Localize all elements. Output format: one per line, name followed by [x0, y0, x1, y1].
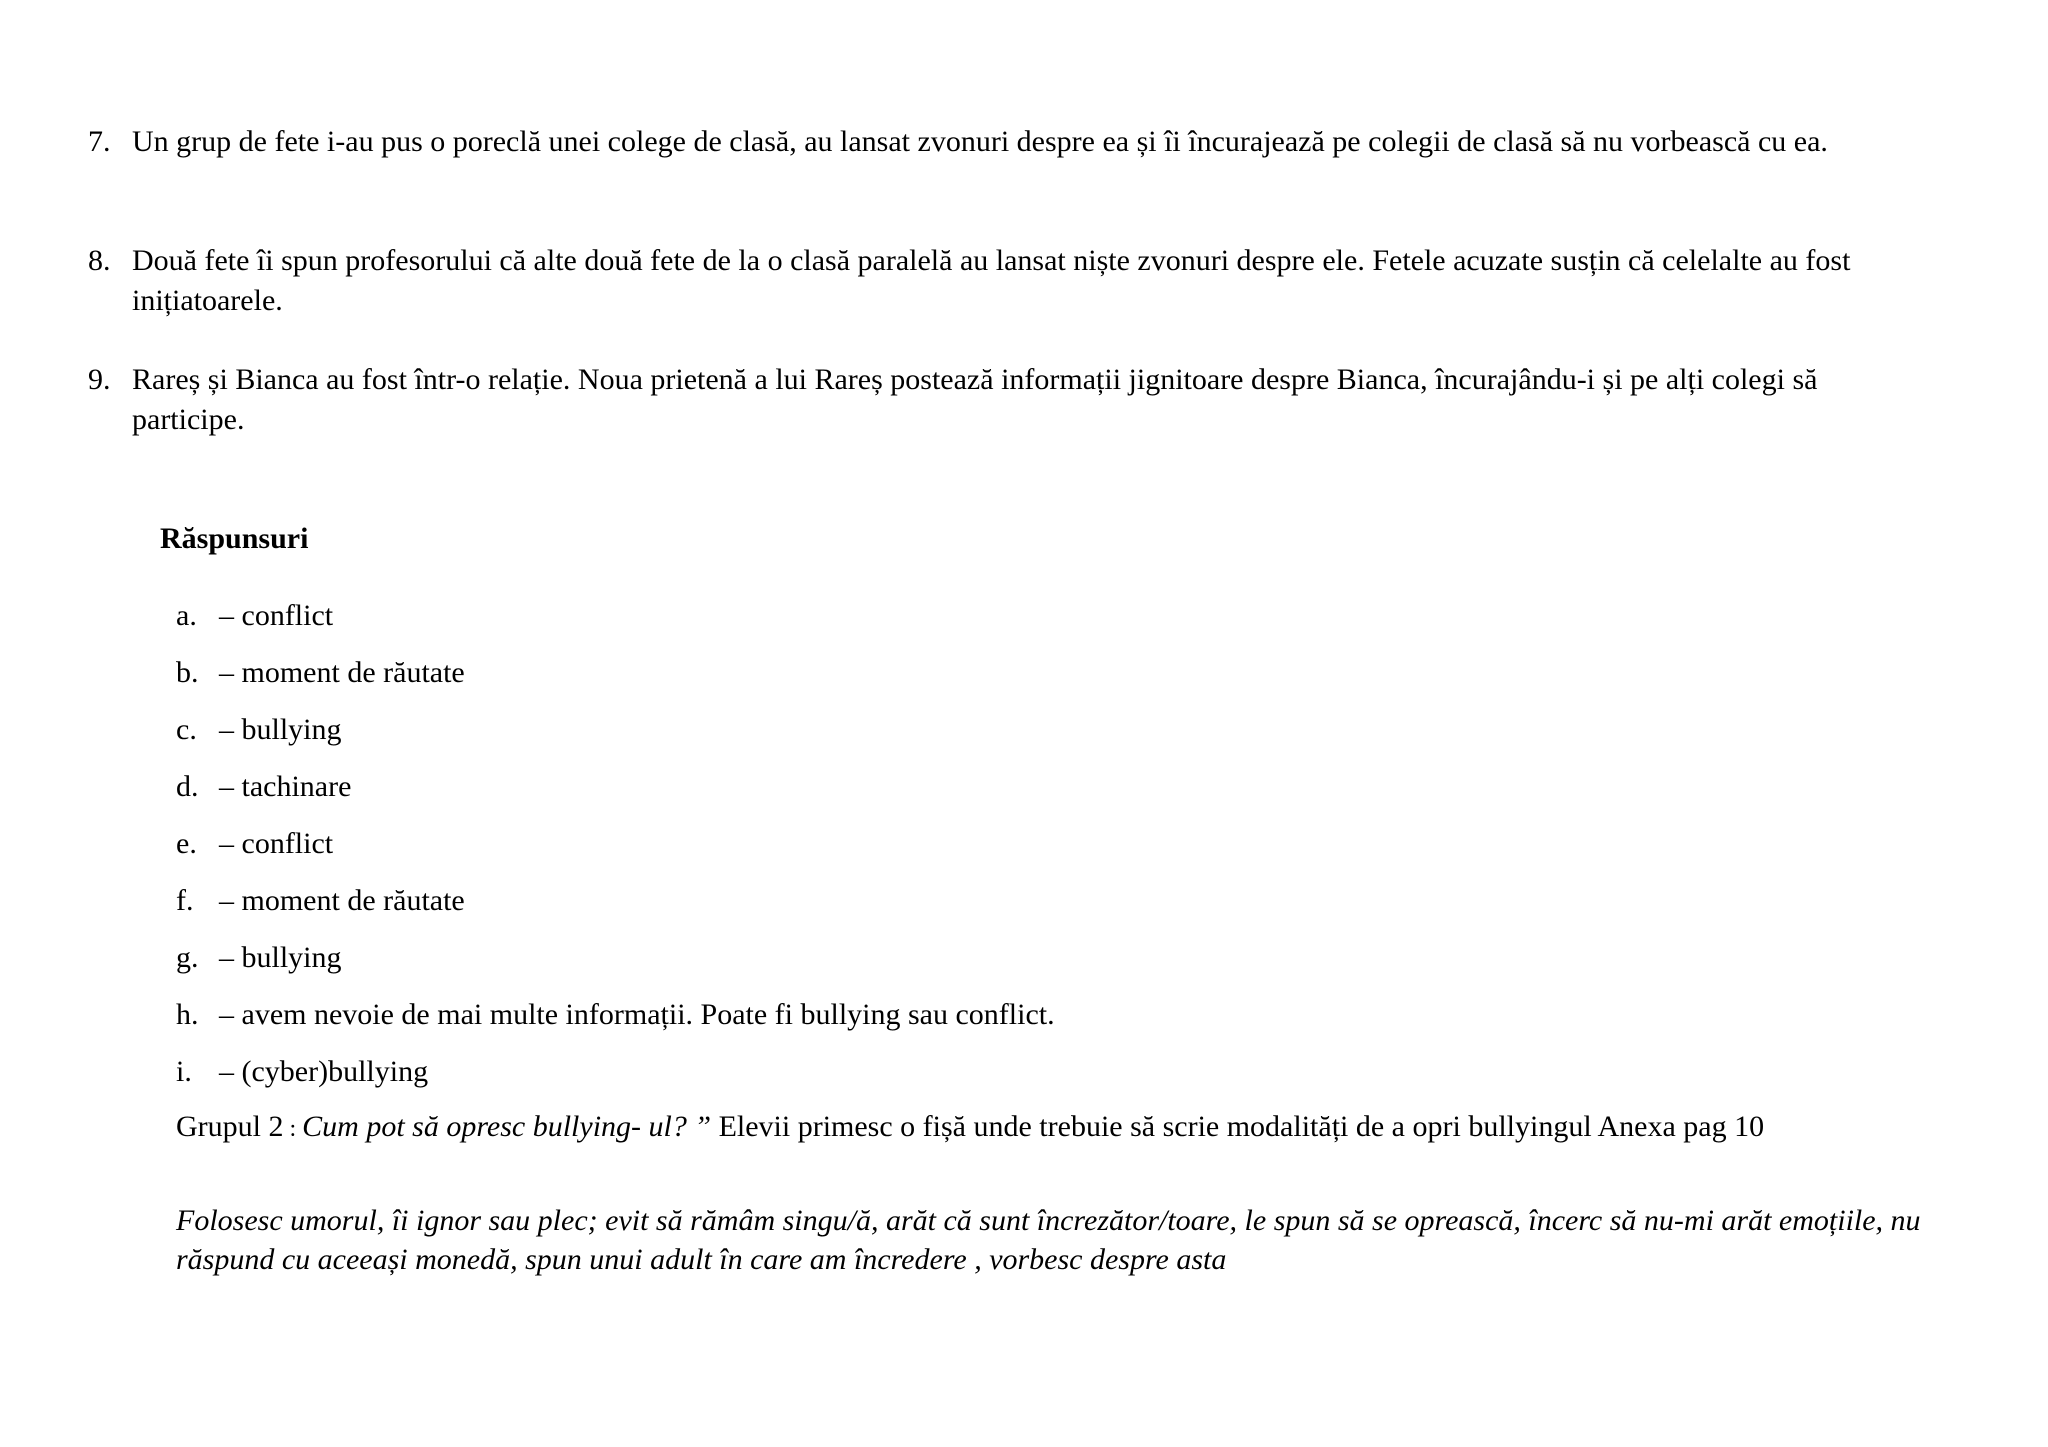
answer-text: – conflict	[219, 827, 334, 860]
solutions-paragraph: Folosesc umorul, îi ignor sau plec; evit să rămâm singu/ă, arăt că sunt încrezător/toare, le spun să se oprească, încerc să nu-mi arăt emoțiile, nu răspund cu aceeași monedă, spun unui adult în care am încredere , vorbesc despre asta	[176, 1204, 1921, 1276]
answer-text: – avem nevoie de mai multe informații. Poate fi bullying sau conflict.	[219, 998, 1055, 1031]
group-colon: :	[283, 1116, 303, 1142]
answer-text: – conflict	[219, 599, 334, 632]
answer-text: – tachinare	[219, 770, 352, 803]
answer-letter: b.	[176, 656, 199, 689]
group-question: Cum pot să opresc bullying- ul? ”	[302, 1110, 712, 1143]
answer-text: – moment de răutate	[219, 656, 465, 689]
question-7	[88, 122, 1908, 162]
group-label: Grupul 2	[176, 1110, 284, 1143]
answer-letter: c.	[176, 713, 197, 746]
answer-letter: h.	[176, 998, 199, 1031]
group-2-paragraph	[176, 1107, 1976, 1149]
answer-letter: d.	[176, 770, 199, 803]
question-text: Rareș și Bianca au fost într-o relație. Noua prietenă a lui Rareș postează informații jignitoare despre Bianca, încurajându-i și pe alți colegi să participe.	[132, 363, 1818, 436]
answer-text: – moment de răutate	[219, 884, 465, 917]
answer-text: – bullying	[219, 941, 342, 974]
answer-letter: e.	[176, 827, 197, 860]
answer-text: – bullying	[219, 713, 342, 746]
answer-text: – (cyber)bullying	[219, 1055, 429, 1088]
question-number: 9.	[88, 363, 111, 396]
question-text: Două fete îi spun profesorului că alte două fete de la o clasă paralelă au lansat niște zvonuri despre ele. Fetele acuzate susțin că celelalte au fost inițiatoarele.	[132, 244, 1851, 317]
answers-heading: Răspunsuri	[160, 522, 309, 555]
answer-letter: a.	[176, 599, 197, 632]
question-text: Un grup de fete i-au pus o poreclă unei colege de clasă, au lansat zvonuri despre ea și îi încurajează pe colegii de clasă să nu vorbească cu ea.	[132, 125, 1828, 158]
question-8	[88, 241, 1908, 321]
question-number: 7.	[88, 125, 111, 158]
group-instructions: Elevii primesc o fișă unde trebuie să scrie modalități de a opri bullyingul Anexa pag 10	[711, 1110, 1765, 1143]
question-number: 8.	[88, 244, 111, 277]
answer-letter: f.	[176, 884, 194, 917]
answer-letter: i.	[176, 1055, 192, 1088]
answer-letter: g.	[176, 941, 199, 974]
question-9	[88, 360, 1908, 440]
